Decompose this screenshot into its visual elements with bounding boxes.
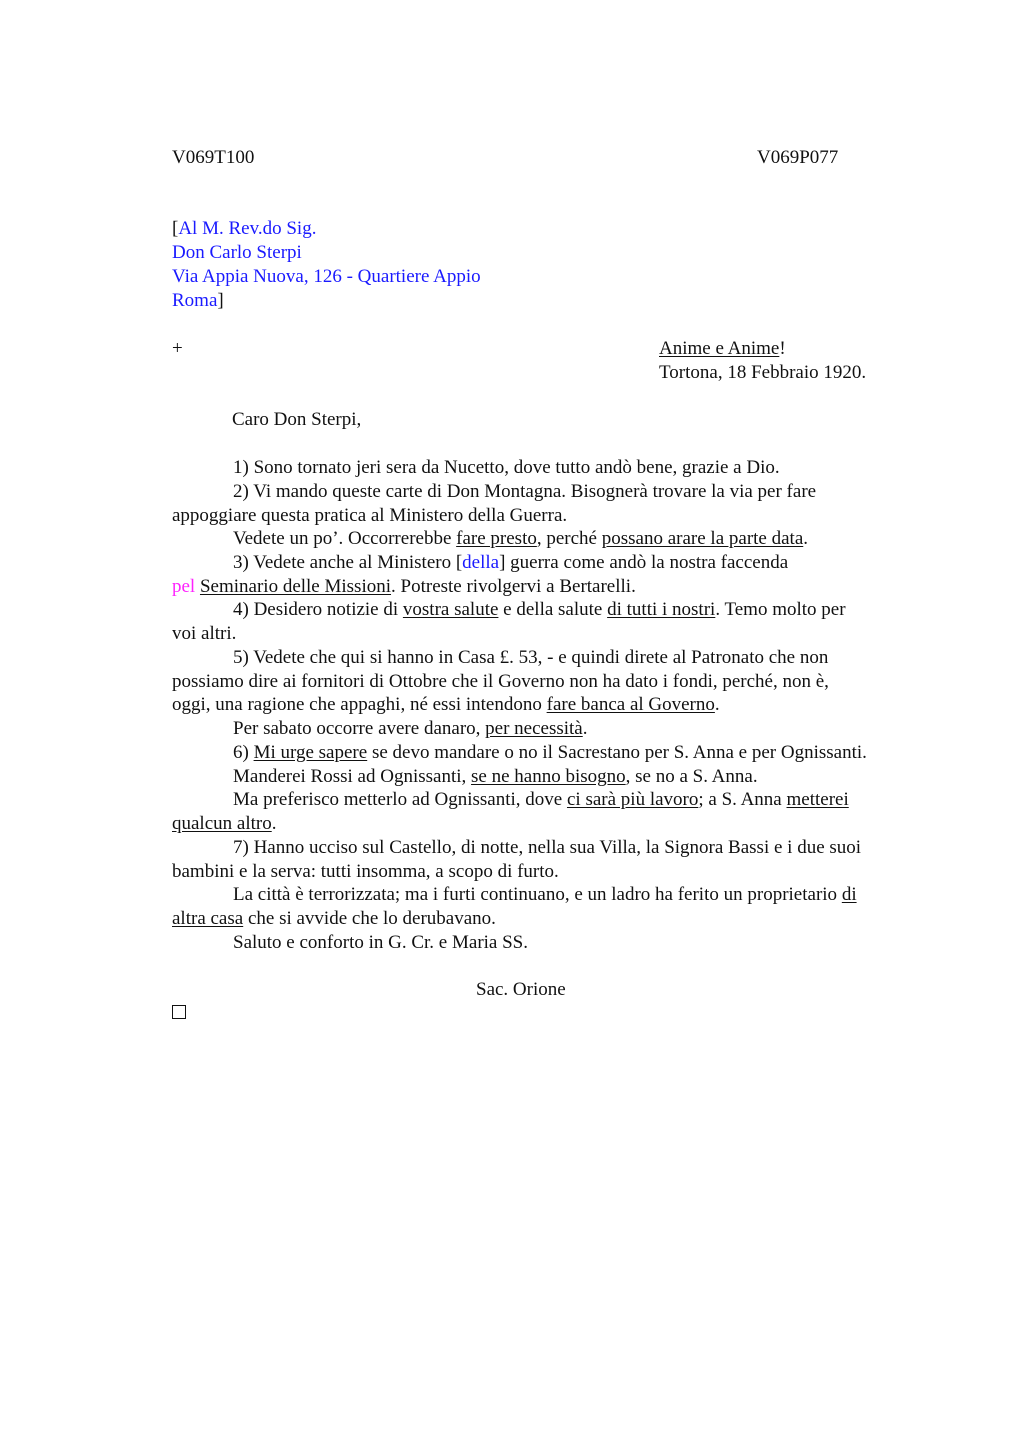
date-line: Tortona, 18 Febbraio 1920. — [659, 362, 867, 383]
doc-code-left: V069T100 — [172, 147, 255, 168]
body-line: bambini e la serva: tutti insomma, a scopo di furto. — [172, 861, 559, 882]
bracket-close: ] — [217, 290, 224, 311]
body-line: Ma preferisco metterlo ad Ognissanti, dove ci sarà più lavoro; a S. Anna metterei — [233, 789, 849, 810]
body-line: pel Seminario delle Missioni. Potreste rivolgervi a Bertarelli. — [172, 576, 636, 597]
salutation: Caro Don Sterpi, — [232, 409, 362, 430]
motto-text: Anime e Anime — [659, 338, 780, 359]
body-line: Saluto e conforto in G. Cr. e Maria SS. — [233, 932, 528, 953]
address-line-3: Via Appia Nuova, 126 - Quartiere Appio — [172, 266, 481, 287]
body-line: Per sabato occorre avere danaro, per necessità. — [233, 718, 588, 739]
address-salutation: Al M. Rev.do Sig. — [178, 218, 317, 239]
end-box-icon — [172, 1005, 186, 1019]
motto — [659, 337, 786, 361]
body-line: possiamo dire ai fornitori di Ottobre che il Governo non ha dato i fondi, perché, non è, — [172, 671, 829, 692]
bracket-open: [ — [172, 218, 179, 239]
body-line: altra casa che si avvide che lo derubavano. — [172, 908, 496, 929]
body-line: oggi, una ragione che appaghi, né essi intendono fare banca al Governo. — [172, 694, 720, 715]
body-line: voi altri. — [172, 623, 237, 644]
motto-excl: ! — [779, 338, 786, 359]
body-line: 3) Vedete anche al Ministero [della] guerra come andò la nostra faccenda — [233, 552, 789, 573]
body-line: 2) Vi mando queste carte di Don Montagna. Bisognerà trovare la via per fare — [233, 481, 817, 502]
body-line: 6) Mi urge sapere se devo mandare o no il Sacrestano per S. Anna e per Ognissanti. — [233, 742, 867, 763]
address-line-1 — [172, 217, 316, 241]
body-line: La città è terrorizzata; ma i furti continuano, e un ladro ha ferito un proprietario di — [233, 884, 857, 905]
body-line: 4) Desidero notizie di vostra salute e della salute di tutti i nostri. Temo molto per — [233, 599, 846, 620]
doc-code-right: V069P077 — [757, 147, 839, 168]
address-city: Roma — [172, 290, 218, 311]
address-line-2: Don Carlo Sterpi — [172, 242, 302, 263]
body-line: qualcun altro. — [172, 813, 277, 834]
body-line: Manderei Rossi ad Ognissanti, se ne hanno bisogno, se no a S. Anna. — [233, 766, 758, 787]
body-line: 5) Vedete che qui si hanno in Casa £. 53, - e quindi direte al Patronato che non — [233, 647, 829, 668]
signature: Sac. Orione — [476, 979, 566, 1000]
body-line: 7) Hanno ucciso sul Castello, di notte, nella sua Villa, la Signora Bassi e i due suoi — [233, 837, 862, 858]
body-line: 1) Sono tornato jeri sera da Nucetto, dove tutto andò bene, grazie a Dio. — [233, 457, 780, 478]
address-line-4 — [172, 289, 224, 313]
cross-mark: + — [172, 338, 183, 359]
body-line: appoggiare questa pratica al Ministero della Guerra. — [172, 505, 568, 526]
body-line: Vedete un po’. Occorrerebbe fare presto, perché possano arare la parte data. — [233, 528, 809, 549]
